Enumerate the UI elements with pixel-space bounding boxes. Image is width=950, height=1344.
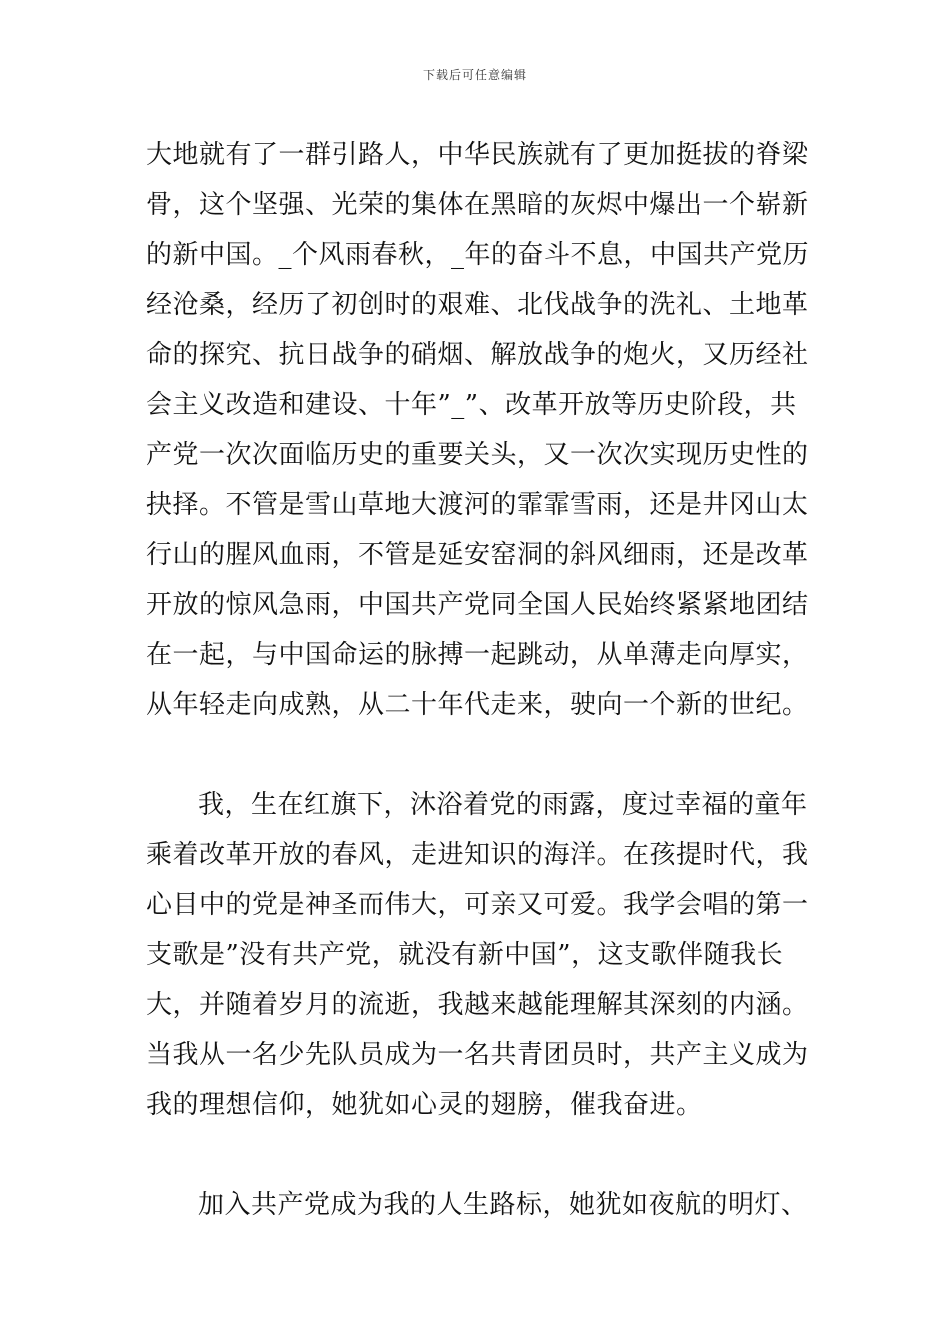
text-line: 心目中的党是神圣而伟大，可亲又可爱。我学会唱的第一 bbox=[146, 890, 809, 920]
text-line: 我，生在红旗下，沐浴着党的雨露，度过幸福的童年 bbox=[198, 790, 808, 820]
document-body bbox=[146, 130, 816, 1230]
paragraph-gap bbox=[146, 1130, 816, 1180]
text-line: 的新中国。_个风雨春秋，_年的奋斗不息，中国共产党历 bbox=[146, 240, 810, 270]
text-line: 抉择。不管是雪山草地大渡河的霏霏雪雨，还是井冈山太 bbox=[146, 490, 809, 520]
text-line: 从年轻走向成熟，从二十年代走来，驶向一个新的世纪。 bbox=[146, 690, 809, 720]
text-line: 支歌是”没有共产党，就没有新中国”，这支歌伴随我长 bbox=[146, 940, 784, 970]
text-line: 产党一次次面临历史的重要关头，又一次次实现历史性的 bbox=[146, 440, 809, 470]
text-line: 经沧桑，经历了初创时的艰难、北伐战争的洗礼、土地革 bbox=[146, 290, 809, 320]
text-line: 会主义改造和建设、十年”_”、改革开放等历史阶段，共 bbox=[146, 390, 797, 420]
paragraph-3 bbox=[146, 1180, 816, 1230]
text-line: 在一起，与中国命运的脉搏一起跳动，从单薄走向厚实， bbox=[146, 640, 809, 670]
paragraph-1 bbox=[146, 130, 816, 730]
text-line: 大地就有了一群引路人，中华民族就有了更加挺拔的脊梁 bbox=[146, 140, 809, 170]
text-line: 我的理想信仰，她犹如心灵的翅膀，催我奋进。 bbox=[146, 1090, 703, 1120]
paragraph-2 bbox=[146, 780, 816, 1130]
text-line: 乘着改革开放的春风，走进知识的海洋。在孩提时代，我 bbox=[146, 840, 809, 870]
text-line: 开放的惊风急雨，中国共产党同全国人民始终紧紧地团结 bbox=[146, 590, 809, 620]
header-note: 下载后可任意编辑 bbox=[422, 68, 527, 82]
text-line: 当我从一名少先队员成为一名共青团员时，共产主义成为 bbox=[146, 1040, 809, 1070]
text-line: 加入共产党成为我的人生路标，她犹如夜航的明灯、 bbox=[198, 1190, 808, 1220]
paragraph-gap bbox=[146, 730, 816, 780]
text-line: 命的探究、抗日战争的硝烟、解放战争的炮火，又历经社 bbox=[146, 340, 809, 370]
text-line: 大，并随着岁月的流逝，我越来越能理解其深刻的内涵。 bbox=[146, 990, 809, 1020]
text-line: 骨，这个坚强、光荣的集体在黑暗的灰烬中爆出一个崭新 bbox=[146, 190, 809, 220]
text-line: 行山的腥风血雨，不管是延安窑洞的斜风细雨，还是改革 bbox=[146, 540, 809, 570]
